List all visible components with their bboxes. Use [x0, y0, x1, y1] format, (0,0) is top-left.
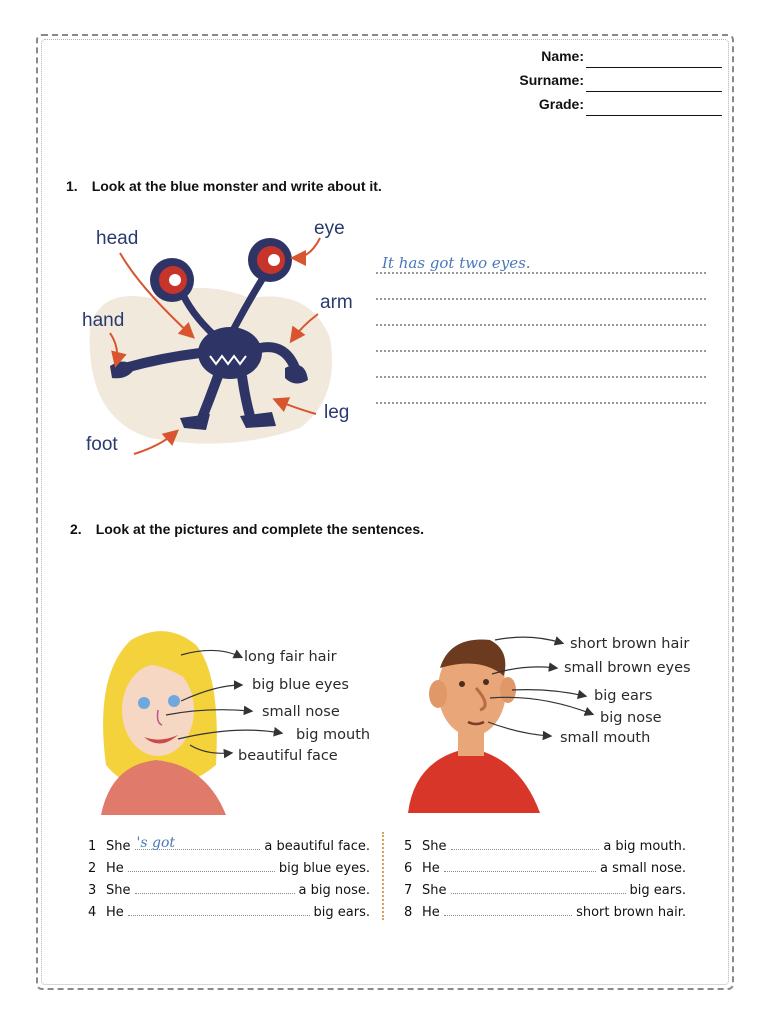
- answer-blank[interactable]: [444, 915, 572, 916]
- girl-feature: small nose: [262, 704, 340, 720]
- section2-number: 2.: [70, 521, 82, 537]
- girl-illustration: [86, 615, 386, 815]
- writing-lines[interactable]: [376, 248, 706, 404]
- answer-blank[interactable]: [451, 849, 600, 850]
- sentence-ending: big ears.: [629, 883, 686, 898]
- sentence-ending: a beautiful face.: [264, 839, 370, 854]
- writing-line[interactable]: [376, 378, 706, 404]
- answer-blank[interactable]: [128, 871, 275, 872]
- sentence-ending: a big nose.: [298, 883, 370, 898]
- sentence-subject: She: [106, 883, 131, 898]
- sentence-subject: He: [106, 905, 124, 920]
- writing-line[interactable]: [376, 248, 706, 274]
- section1-title: [66, 178, 382, 194]
- sentence-number: 7: [404, 883, 413, 898]
- sentence-number: 6: [404, 861, 413, 876]
- surname-label: Surname:: [519, 72, 584, 88]
- name-line[interactable]: [586, 53, 722, 68]
- sentence-number: 3: [88, 883, 97, 898]
- label-hand: hand: [82, 310, 125, 331]
- section2-title: [70, 521, 424, 537]
- label-leg: leg: [324, 402, 350, 423]
- sentence-subject: He: [422, 905, 440, 920]
- girl-feature: big mouth: [296, 727, 371, 743]
- boy-feature: small brown eyes: [564, 660, 691, 676]
- writing-line[interactable]: [376, 326, 706, 352]
- sentence-ending: big blue eyes.: [278, 861, 370, 876]
- sentence-subject: She: [422, 839, 447, 854]
- example-sentence: It has got two eyes.: [382, 254, 531, 272]
- label-arm: arm: [320, 292, 353, 313]
- sentence-ending: a big mouth.: [603, 839, 686, 854]
- label-eye: eye: [314, 218, 345, 239]
- sentence-ending: short brown hair.: [576, 905, 686, 920]
- sentence-subject: He: [106, 861, 124, 876]
- answer-blank[interactable]: [444, 871, 596, 872]
- sentence-row: [404, 898, 686, 920]
- name-label: Name:: [541, 48, 584, 64]
- writing-line[interactable]: [376, 274, 706, 300]
- girl-feature: beautiful face: [238, 748, 338, 764]
- sentence-row: [404, 854, 686, 876]
- surname-line[interactable]: [586, 77, 722, 92]
- girl-feature: long fair hair: [244, 649, 337, 665]
- monster-svg: [80, 218, 370, 473]
- name-field[interactable]: [519, 44, 722, 68]
- answer-blank[interactable]: [451, 893, 626, 894]
- answer-blank[interactable]: [135, 893, 295, 894]
- label-foot: foot: [86, 434, 118, 455]
- section2-text: Look at the pictures and complete the sentences.: [95, 521, 424, 537]
- sentence-row: [88, 854, 370, 876]
- sentence-number: 8: [404, 905, 413, 920]
- grade-line[interactable]: [586, 101, 722, 116]
- handwritten-answer: 's got: [136, 835, 175, 851]
- answer-blank[interactable]: [135, 835, 261, 851]
- grade-label: Grade:: [538, 96, 584, 112]
- header-fields: [519, 44, 722, 116]
- sentence-row: [404, 876, 686, 898]
- answer-blank[interactable]: [128, 915, 310, 916]
- sentence-subject: She: [422, 883, 447, 898]
- sentence-subject: She: [106, 839, 131, 854]
- sentence-ending: big ears.: [313, 905, 370, 920]
- sentence-number: 4: [88, 905, 97, 920]
- sentence-ending: a small nose.: [600, 861, 686, 876]
- section1-text: Look at the blue monster and write about it.: [91, 178, 382, 194]
- surname-field[interactable]: [519, 68, 722, 92]
- writing-line[interactable]: [376, 352, 706, 378]
- section1-number: 1.: [66, 178, 78, 194]
- boy-illustration: [400, 628, 700, 818]
- sentence-number: 5: [404, 839, 413, 854]
- sentence-row: [88, 876, 370, 898]
- grade-field[interactable]: [519, 92, 722, 116]
- sentences-left: [88, 832, 370, 920]
- sentence-row: [404, 832, 686, 854]
- sentences-right: [404, 832, 686, 920]
- boy-feature: short brown hair: [570, 636, 690, 652]
- girl-feature: big blue eyes: [252, 677, 349, 693]
- sentence-row: [88, 898, 370, 920]
- sentence-number: 2: [88, 861, 97, 876]
- writing-line[interactable]: [376, 300, 706, 326]
- boy-feature: big ears: [594, 688, 653, 704]
- girl-svg: [86, 615, 386, 815]
- monster-illustration: [80, 218, 370, 473]
- label-head: head: [96, 228, 139, 249]
- sentence-subject: He: [422, 861, 440, 876]
- boy-feature: big nose: [600, 710, 662, 726]
- sentence-number: 1: [88, 839, 97, 854]
- column-divider: [382, 832, 384, 920]
- sentence-row: [88, 832, 370, 854]
- boy-feature: small mouth: [560, 730, 651, 746]
